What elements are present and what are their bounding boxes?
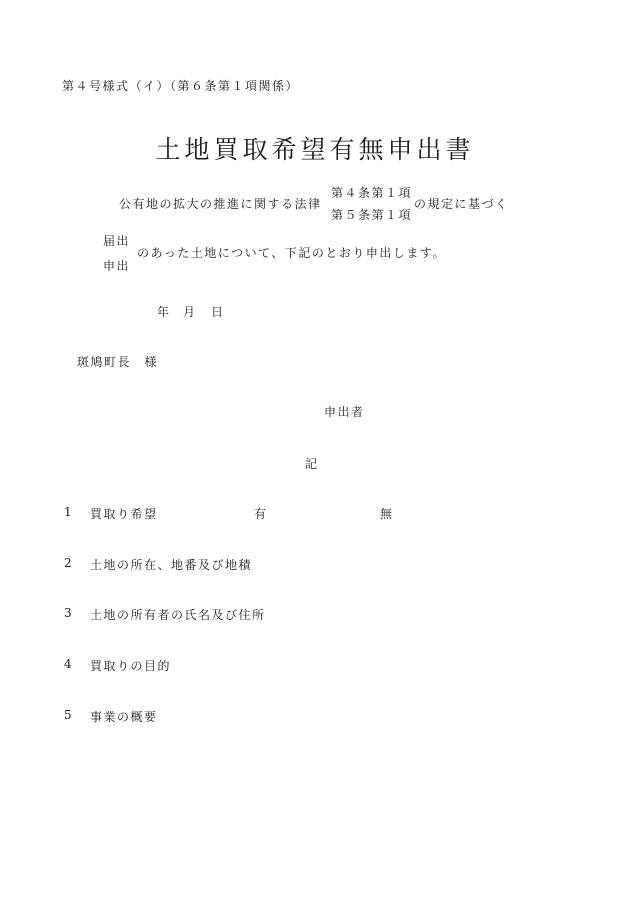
form-number: 第４号様式（イ）（第６条第１項関係） (62, 79, 300, 93)
item-number: 2 (64, 556, 72, 570)
law-clause-suffix: の規定に基づく (414, 197, 509, 211)
law-article-5: 第５条第１項 (331, 208, 413, 222)
item-number: 3 (64, 606, 72, 620)
item-number: 4 (64, 657, 72, 671)
item-number: 1 (64, 505, 72, 519)
date-year: 年 (157, 305, 170, 319)
item-number: 5 (64, 708, 72, 722)
notice-type-todokede: 届出 (103, 234, 131, 248)
item-label-purchase-wish: 買取り希望 (90, 507, 158, 521)
notice-text: のあった土地について、下記のとおり申出します。 (137, 246, 446, 260)
law-article-4: 第４条第１項 (331, 186, 413, 200)
law-clause-prefix: 公有地の拡大の推進に関する法律 (119, 197, 322, 211)
applicant-label: 申出者 (324, 405, 365, 419)
purchase-option-no: 無 (380, 507, 393, 521)
item-label-project-outline: 事業の概要 (90, 710, 158, 724)
date-day: 日 (211, 305, 224, 319)
document-title: 土地買取希望有無申出書 (155, 135, 475, 164)
date-month: 月 (183, 305, 196, 319)
item-label-land-location: 土地の所在、地番及び地積 (90, 558, 253, 572)
item-label-purchase-purpose: 買取りの目的 (90, 659, 172, 673)
ki-heading: 記 (305, 457, 318, 471)
addressee: 斑鳩町長 様 (77, 355, 159, 369)
purchase-option-yes: 有 (254, 507, 267, 521)
notice-type-moushide: 申出 (103, 259, 131, 273)
item-label-land-owner: 土地の所有者の氏名及び住所 (90, 608, 266, 622)
